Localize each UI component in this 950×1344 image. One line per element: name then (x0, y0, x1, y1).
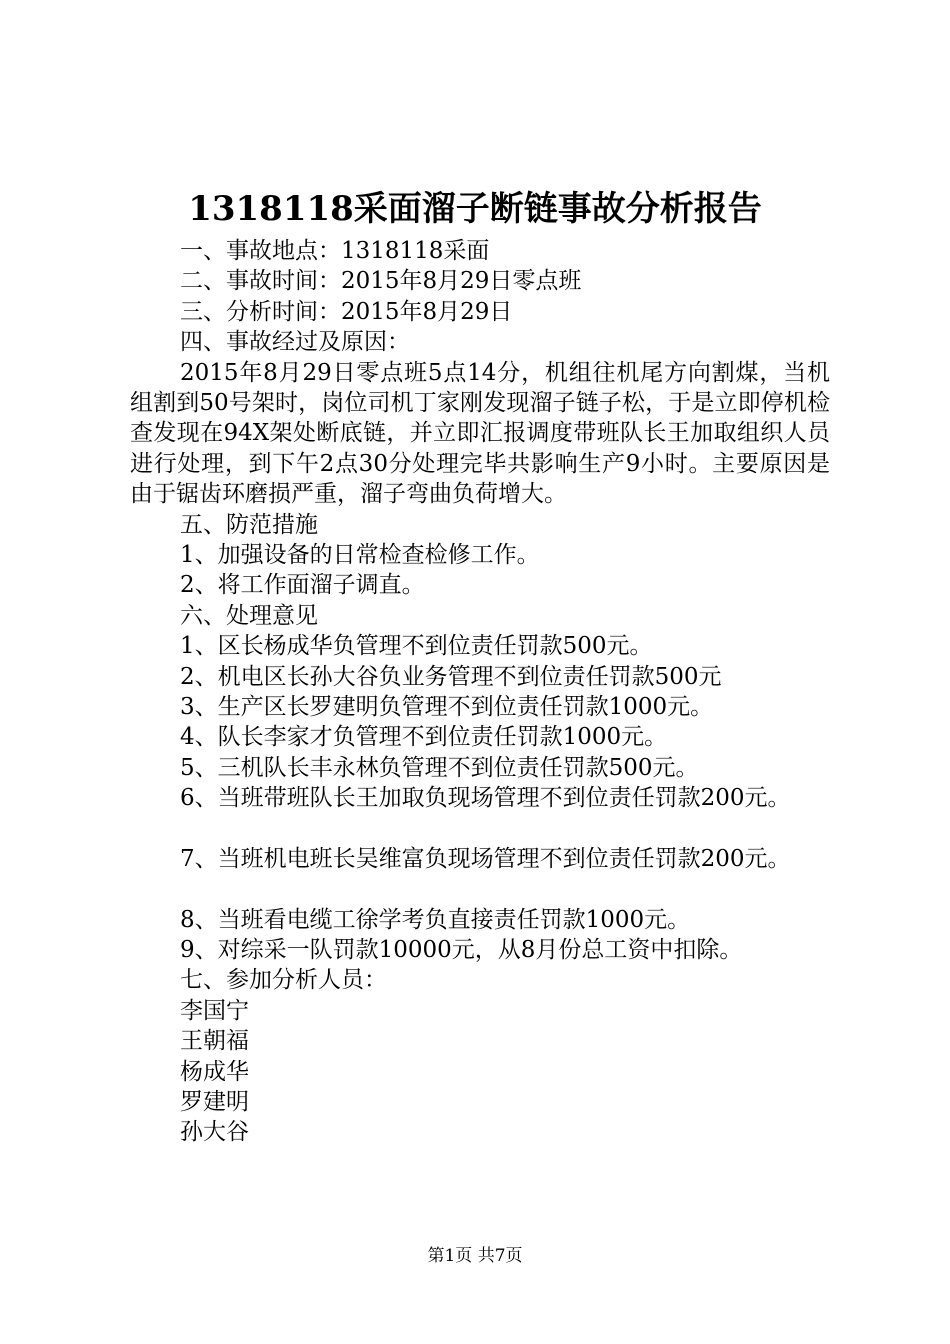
opinion-item: 7、当班机电班长吴维富负现场管理不到位责任罚款200元。 (180, 845, 791, 872)
blank-line (130, 874, 830, 904)
opinion-item: 8、当班看电缆工徐学考负直接责任罚款1000元。 (180, 906, 691, 933)
section-analysis-time: 三、分析时间：2015年8月29日 (180, 298, 513, 325)
measures-heading: 五、防范措施 (180, 511, 318, 538)
participant-name: 孙大谷 (180, 1119, 249, 1146)
opinions-heading: 六、处理意见 (180, 602, 318, 629)
opinion-item: 2、机电区长孙大谷负业务管理不到位责任罚款500元 (180, 663, 722, 690)
section-time: 二、事故时间：2015年8月29日零点班 (180, 268, 582, 295)
process-paragraph: 2015年8月29日零点班5点14分，机组往机尾方向割煤，当机组割到50号架时，岗位司机丁家刚发现溜子链子松，于是立即停机检查发现在94X架处断底链，并立即汇报调度带班队长王加取组织人员进行处理，到下午2点30分处理完毕共影响生产9小时。主要原因是由于锯齿环磨损严重，溜子弯曲负荷增大。 (130, 359, 830, 508)
measure-item: 1、加强设备的日常检查检修工作。 (180, 541, 540, 568)
opinion-item: 3、生产区长罗建明负管理不到位责任罚款1000元。 (180, 693, 714, 720)
measure-item: 2、将工作面溜子调直。 (180, 572, 425, 599)
participant-name: 罗建明 (180, 1089, 249, 1116)
opinion-item: 9、对综采一队罚款10000元，从8月份总工资中扣除。 (180, 937, 743, 964)
participants-heading: 七、参加分析人员： (180, 967, 387, 994)
document-body (130, 236, 830, 1148)
section-process-heading: 四、事故经过及原因： (180, 329, 410, 356)
page-number-footer: 第1页 共7页 (427, 1246, 523, 1266)
participant-name: 王朝福 (180, 1028, 249, 1055)
opinion-item: 1、区长杨成华负管理不到位责任罚款500元。 (180, 633, 653, 660)
participant-name: 李国宁 (180, 997, 249, 1024)
section-location: 一、事故地点：1318118采面 (180, 238, 490, 264)
blank-line (130, 814, 830, 844)
document-title: 1318118采面溜子断链事故分析报告 (188, 189, 762, 229)
opinion-item: 4、队长李家才负管理不到位责任罚款1000元。 (180, 724, 668, 751)
opinion-item: 6、当班带班队长王加取负现场管理不到位责任罚款200元。 (180, 785, 791, 812)
participant-name: 杨成华 (180, 1058, 249, 1085)
opinion-item: 5、三机队长丰永林负管理不到位责任罚款500元。 (180, 754, 699, 781)
